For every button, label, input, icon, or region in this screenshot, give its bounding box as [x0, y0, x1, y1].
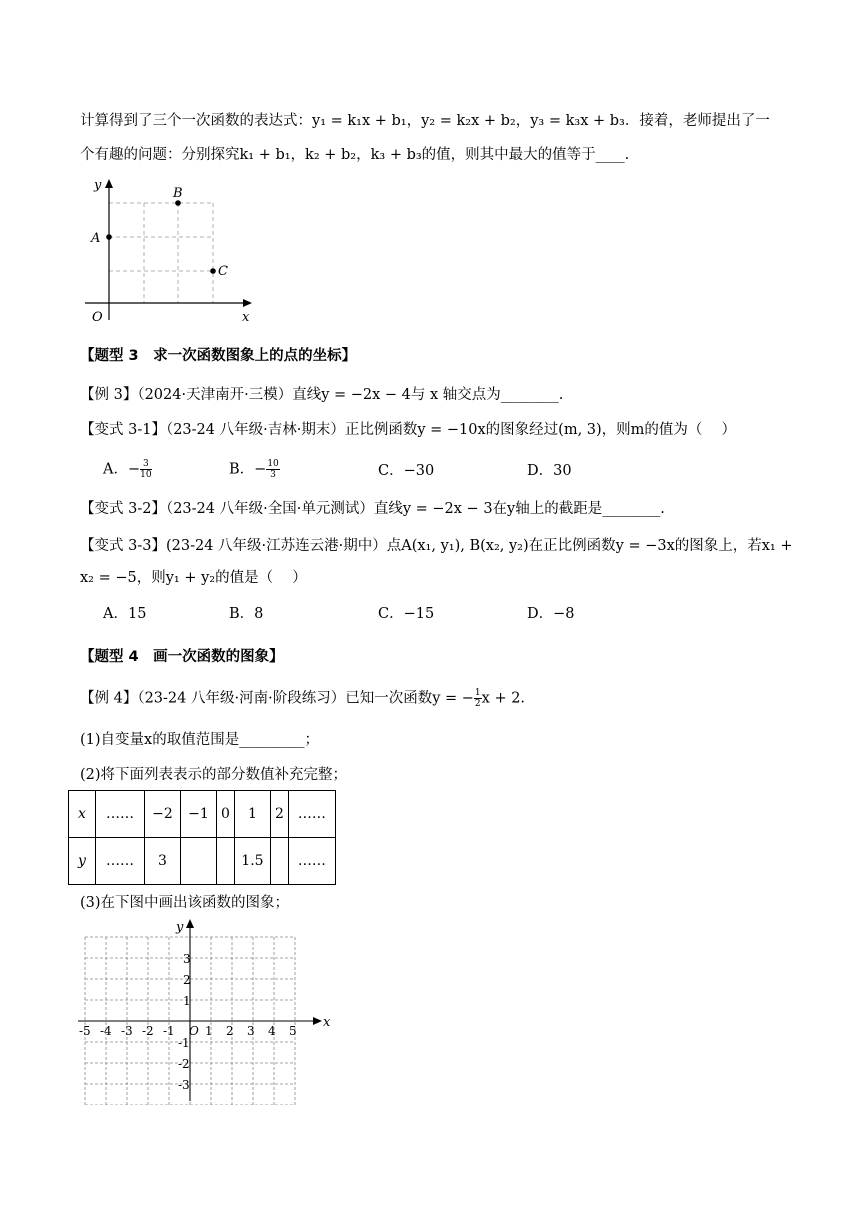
label-b: B: [173, 186, 183, 201]
option-b: [229, 459, 280, 480]
option-a-numerator: 3: [140, 459, 151, 470]
option-a-fraction: [140, 459, 151, 480]
option-3-3-b: B．8: [229, 606, 264, 622]
y-tick-label: -3: [178, 1078, 190, 1092]
option-b-fraction: [266, 459, 279, 480]
variant-3-1: 【变式 3-1】（23-24 八年级·吉林·期末）正比例函数y = −10x的图象经过(m, 3)，则m的值为（ ）: [80, 422, 737, 438]
option-a: [103, 459, 152, 480]
label-origin: O: [92, 310, 103, 325]
table-cell: ……: [96, 791, 145, 838]
label-y: y: [94, 178, 102, 193]
x-axis-arrow-icon: [313, 1017, 322, 1025]
y-axis-arrow-icon: [105, 179, 113, 188]
example-4-fraction: [474, 688, 482, 709]
y-axis-arrow-icon: [186, 919, 194, 928]
option-d: D．30: [527, 463, 572, 479]
x-tick-label: -5: [79, 1024, 91, 1038]
value-table: [68, 790, 336, 885]
point-c: [210, 268, 216, 274]
table-cell: −1: [181, 791, 217, 838]
variant-3-2: 【变式 3-2】（23-24 八年级·全国·单元测试）直线y = −2x − 3在y轴上的截距是________.: [80, 501, 665, 517]
x-axis-arrow-icon: [243, 299, 252, 307]
y-tick-label: 2: [183, 973, 191, 987]
question-2: (2)将下面列表表示的部分数值补充完整；: [80, 767, 348, 783]
section-4-title: 【题型 4 画一次函数的图象】: [80, 649, 284, 665]
variant-3-3-line-1: 【变式 3-3】(23-24 八年级·江苏连云港·期中）点A(x₁, y₁), B(x₂, y₂)在正比例函数y = −3x的图象上，若x₁ +: [80, 538, 793, 554]
x-axis-label: x: [323, 1015, 331, 1030]
table-cell: 2: [270, 791, 288, 838]
table-cell: x: [69, 791, 96, 838]
table-cell: 0: [217, 791, 235, 838]
table-row-x: [69, 791, 336, 838]
variant-3-3-line-2: x₂ = −5，则y₁ + y₂的值是（ ）: [80, 570, 307, 586]
option-b-label: B．−: [229, 461, 267, 478]
question-1: (1)自变量x的取值范围是_________；: [80, 732, 319, 748]
x-tick-label: -3: [121, 1024, 133, 1038]
table-cell: [217, 838, 235, 885]
table-cell: ……: [288, 791, 335, 838]
table-cell: −2: [145, 791, 181, 838]
x-tick-label: 3: [247, 1024, 255, 1038]
table-cell: 1: [234, 791, 270, 838]
y-tick-label: 1: [183, 994, 191, 1008]
y-axis-label: y: [176, 920, 184, 935]
fraction-numerator: 1: [474, 688, 481, 698]
example-4-text: 【例 4】（23-24 八年级·河南·阶段练习）已知一次函数y = −: [80, 690, 474, 707]
table-row-y: [69, 838, 336, 885]
option-a-label: A．−: [103, 461, 141, 478]
label-x: x: [242, 310, 250, 325]
fraction-denominator: 2: [474, 699, 481, 709]
x-tick-label: 5: [289, 1024, 297, 1038]
y-tick-label: -2: [178, 1057, 190, 1071]
option-b-numerator: 10: [267, 459, 279, 469]
option-b-denominator: 3: [270, 470, 276, 480]
point-b: [175, 200, 181, 206]
option-3-3-d: D．−8: [527, 606, 575, 622]
point-a: [106, 234, 112, 240]
table-cell: 1.5: [234, 838, 270, 885]
option-c: C．−30: [378, 463, 435, 479]
table-cell: ……: [96, 838, 145, 885]
table-cell: [181, 838, 217, 885]
option-3-3-a: A．15: [103, 606, 147, 622]
y-tick-label: 3: [183, 952, 191, 966]
x-tick-label: -4: [100, 1024, 112, 1038]
x-tick-label: 4: [268, 1024, 276, 1038]
x-tick-label: 2: [226, 1024, 234, 1038]
example-4: [80, 688, 525, 709]
table-cell: 3: [145, 838, 181, 885]
figure-points-abc: [85, 175, 260, 330]
x-tick-label: -2: [142, 1024, 154, 1038]
coordinate-grid: [70, 915, 340, 1105]
question-3: (3)在下图中画出该函数的图象；: [80, 895, 290, 911]
section-3-title: 【题型 3 求一次函数图象上的点的坐标】: [80, 348, 357, 364]
y-tick-label: -1: [178, 1036, 190, 1050]
intro-line-1: 计算得到了三个一次函数的表达式：y₁ = k₁x + b₁，y₂ = k₂x + b₂，y₃ = k₃x + b₃．接着，老师提出了一: [80, 113, 770, 129]
intro-line-2: 个有趣的问题：分别探究k₁ + b₁，k₂ + b₂，k₃ + b₃的值，则其中最大的值等于____.: [80, 147, 630, 163]
origin-label: O: [189, 1024, 199, 1038]
label-a: A: [91, 231, 101, 246]
example-3: 【例 3】（2024·天津南开·三模）直线y = −2x − 4与 x 轴交点为________.: [80, 387, 564, 403]
option-3-3-c: C．−15: [378, 606, 435, 622]
table-cell: y: [69, 838, 96, 885]
x-tick-label: -1: [163, 1024, 175, 1038]
example-4-text-end: x + 2.: [481, 690, 526, 707]
table-cell: [270, 838, 288, 885]
option-a-denominator: 10: [140, 470, 152, 480]
table-cell: ……: [288, 838, 335, 885]
x-tick-label: 1: [205, 1024, 213, 1038]
label-c: C: [218, 264, 228, 279]
